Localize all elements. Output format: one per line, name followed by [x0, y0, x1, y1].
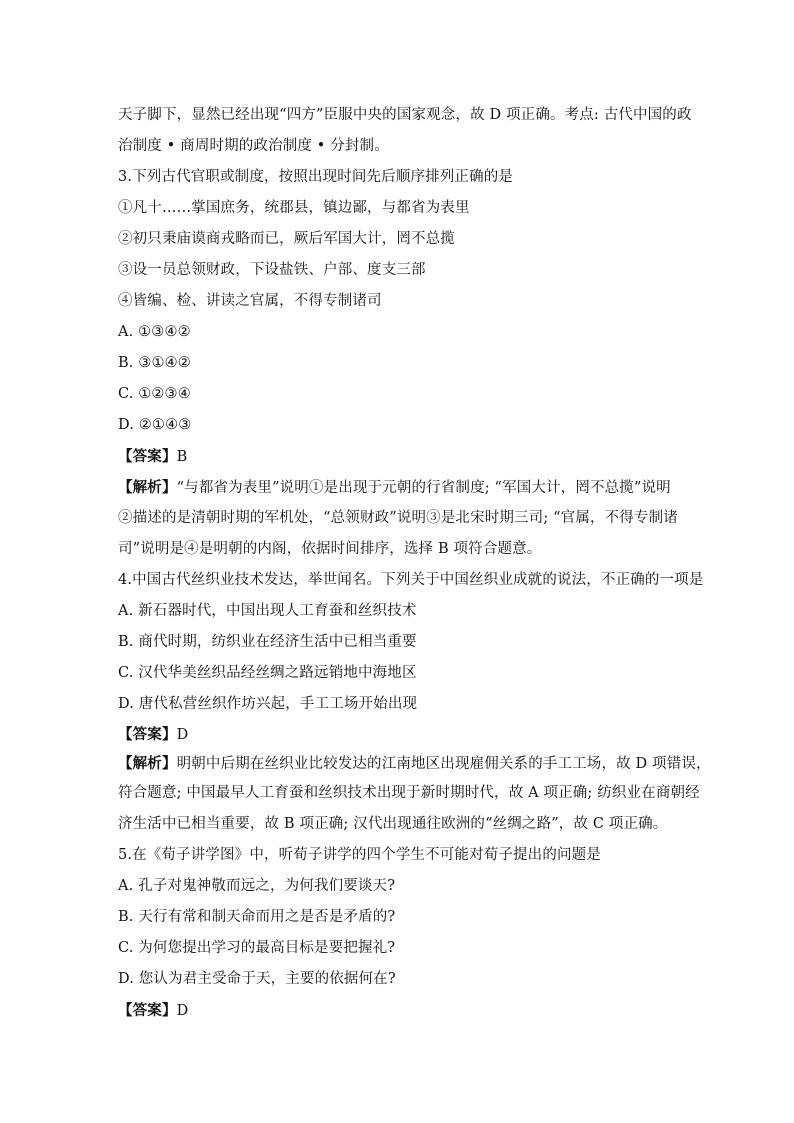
q4-answer [118, 720, 678, 749]
q4-answer-value: D [176, 727, 189, 743]
continuation-line-1: 天子脚下，显然已经出现“四方”臣服中央的国家观念，故 D 项正确。考点: 古代中国的政 [118, 107, 692, 123]
q4-answer-tag: 【答案】 [118, 726, 177, 743]
q5-option-d: D. 您认为君主受命于天，主要的依据何在? [118, 971, 396, 987]
q3-item-1: ①凡十……掌国庶务，统郡县，镇边鄙，与都省为表里 [118, 200, 470, 216]
q4-option-b: B. 商代时期，纺织业在经济生活中已相当重要 [118, 634, 417, 650]
q3-analysis-line-2: ②描述的是清朝时期的军机处，“总领财政”说明③是北宋时期三司; “官属，不得专制诸 [118, 510, 678, 526]
q5-answer-tag: 【答案】 [118, 1002, 177, 1019]
q3-answer [118, 441, 678, 472]
q3-item-2: ②初只秉庙谟商戎略而已，厥后军国大计，罔不总揽 [118, 231, 455, 247]
q3-option-b: B. ③①④② [118, 355, 191, 371]
q3-option-c: C. ①②③④ [118, 386, 191, 402]
continuation-line-2: 治制度 • 商周时期的政治制度 • 分封制。 [118, 138, 389, 154]
q3-stem: 3.下列古代官职或制度，按照出现时间先后顺序排列正确的是 [118, 169, 514, 185]
q3-analysis-line-1 [118, 472, 678, 503]
q4-analysis-line-1 [118, 749, 711, 778]
q4-option-d: D. 唐代私营丝织作坊兴起，手工工场开始出现 [118, 696, 418, 712]
q5-option-c: C. 为何您提出学习的最高目标是要把握礼? [118, 940, 396, 956]
q4-analysis-line-2: 符合题意; 中国最早人工育蚕和丝织技术出现于新时期时代，故 A 项正确; 纺织业在商朝经 [118, 785, 700, 801]
q3-option-a: A. ①③④② [118, 324, 191, 340]
q5-option-b: B. 天行有常和制天命而用之是否是矛盾的? [118, 909, 396, 925]
q5-stem: 5.在《荀子讲学图》中，听荀子讲学的四个学生不可能对荀子提出的问题是 [118, 847, 601, 863]
q3-answer-value: B [176, 449, 188, 465]
q3-analysis-text-1: “与都省为表里”说明①是出现于元朝的行省制度; “军国大计，罔不总揽”说明 [176, 480, 671, 496]
q5-answer [118, 995, 678, 1026]
q5-answer-value: D [176, 1003, 189, 1019]
q4-option-c: C. 汉代华美丝织品经丝绸之路远销地中海地区 [118, 665, 417, 681]
q3-item-3: ③设一员总领财政，下设盐铁、户部、度支三部 [118, 262, 426, 278]
q3-analysis-line-3: 司”说明是④是明朝的内阁，依据时间排序，选择 B 项符合题意。 [118, 541, 542, 557]
q4-analysis-line-3: 济生活中已相当重要，故 B 项正确; 汉代出现通往欧洲的“丝绸之路”，故 C 项正确。 [118, 816, 668, 832]
q3-answer-tag: 【答案】 [118, 448, 177, 465]
q5-option-a: A. 孔子对鬼神敬而远之，为何我们要谈天? [118, 878, 396, 894]
q4-analysis-tag: 【解析】 [118, 755, 177, 772]
q3-option-d: D. ②①④③ [118, 417, 192, 433]
q4-option-a: A. 新石器时代，中国出现人工育蚕和丝织技术 [118, 603, 417, 619]
q3-analysis-tag: 【解析】 [118, 479, 177, 496]
q3-item-4: ④皆编、检、讲读之官属，不得专制诸司 [118, 293, 382, 309]
document-page [118, 100, 711, 1026]
q4-analysis-text-1: 明朝中后期在丝织业比较发达的江南地区出现雇佣关系的手工工场，故 D 项错误， [176, 756, 711, 772]
q4-stem: 4.中国古代丝织业技术发达，举世闻名。下列关于中国丝织业成就的说法，不正确的一项是 [118, 572, 704, 588]
